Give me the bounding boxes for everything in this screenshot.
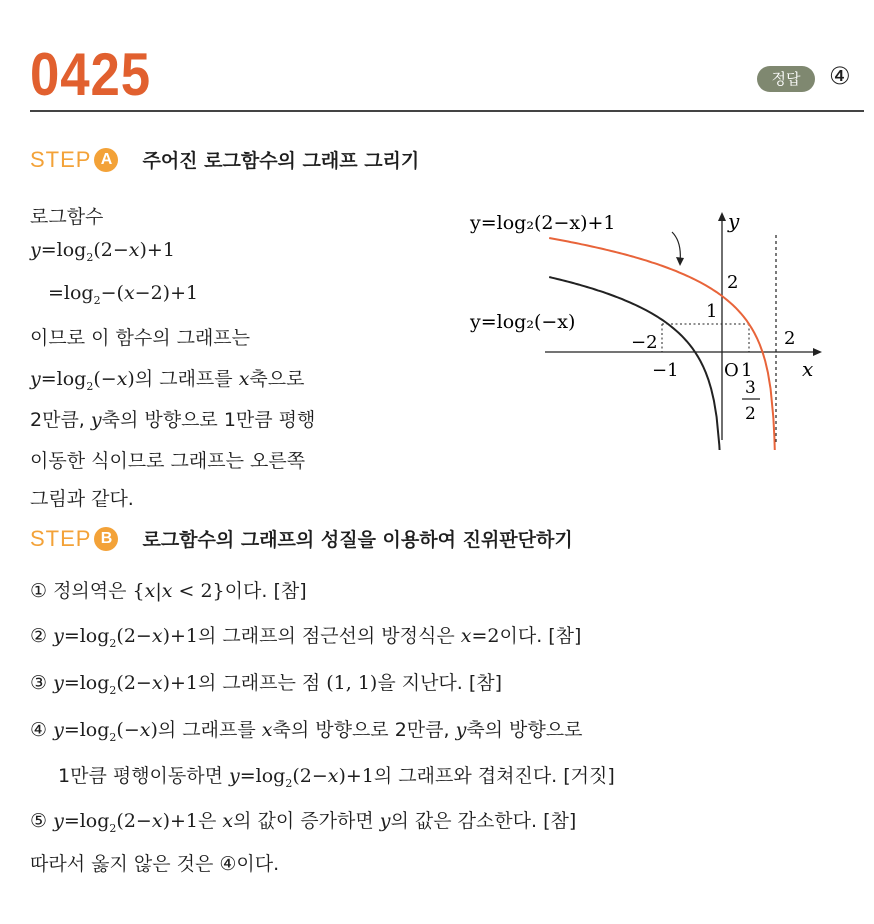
tick-x-2: 2 (784, 328, 796, 349)
step-b-word: STEP (30, 525, 92, 551)
tick-y-neg2: −2 (631, 332, 658, 353)
curve2-label: y=log₂(−x) (470, 311, 576, 333)
statement-4-line-1: ④ $y=\log_2(-x)$의 그래프를 x축의 방향으로 2만큼, y축의 방향으로 (30, 719, 583, 744)
tick-y-2: 2 (727, 272, 739, 293)
answer-value: ④ (829, 62, 851, 90)
step-a-line-3: $=\log_2-(x-2)+1$ (48, 282, 199, 307)
x-axis-arrow (813, 348, 822, 356)
conclusion: 따라서 옳지 않은 것은 ④이다. (30, 853, 280, 875)
statement-1: ① 정의역은 {x|x < 2}이다. [참] (30, 580, 307, 602)
curve-log2-neg-x (549, 277, 720, 450)
step-a-line-1: 로그함수 (30, 206, 104, 228)
statement-2: ② $y=\log_2(2-x)+1$의 그래프의 점근선의 방정식은 x=2이다. [참] (30, 625, 582, 650)
problem-number: 0425 (30, 41, 151, 108)
statement-3: ③ $y=\log_2(2-x)+1$의 그래프는 점 (1, 1)을 지난다. [참] (30, 672, 503, 697)
step-a-line-4: 이므로 이 함수의 그래프는 (30, 327, 251, 349)
step-a-line-8: 그림과 같다. (30, 488, 134, 510)
tick-frac-num: 3 (745, 378, 756, 398)
step-b-heading (30, 525, 573, 552)
step-b-letter-badge: B (94, 527, 118, 551)
log-graph (440, 200, 840, 450)
step-a-line-2: $y=\log_2(2-x)+1$ (30, 239, 175, 264)
curve1-label-arrowhead (676, 257, 684, 266)
tick-y-1: 1 (706, 301, 718, 322)
y-axis-arrow (718, 212, 726, 221)
statement-5: ⑤ $y=\log_2(2-x)+1$은 x의 값이 증가하면 y의 값은 감소한다. [참] (30, 810, 577, 835)
step-b-title: 로그함수의 그래프의 성질을 이용하여 진위판단하기 (142, 529, 573, 551)
origin-label: O (724, 360, 739, 381)
answer-badge: 정답 (757, 66, 815, 92)
step-a-line-7: 이동한 식이므로 그래프는 오른쪽 (30, 450, 306, 472)
step-a-line-6: 2만큼, y축의 방향으로 1만큼 평행 (30, 409, 316, 431)
step-a-title: 주어진 로그함수의 그래프 그리기 (142, 150, 420, 172)
step-a-word: STEP (30, 146, 92, 172)
step-a-letter-badge: A (94, 148, 118, 172)
y-axis-label: y (728, 209, 740, 233)
x-axis-label: x (802, 357, 814, 381)
statement-4-line-2: 1만큼 평행이동하면 $y=\log_2(2-x)+1$의 그래프와 겹쳐진다. [거짓] (58, 765, 615, 790)
tick-x-neg1: −1 (652, 360, 679, 381)
step-a-heading (30, 146, 419, 173)
tick-x-1: 1 (741, 360, 753, 381)
header-divider (30, 110, 864, 112)
tick-frac-den: 2 (745, 404, 756, 424)
step-a-line-5: $y=\log_2(-x)$의 그래프를 x축으로 (30, 368, 305, 393)
curve1-label: y=log₂(2−x)+1 (470, 212, 616, 234)
